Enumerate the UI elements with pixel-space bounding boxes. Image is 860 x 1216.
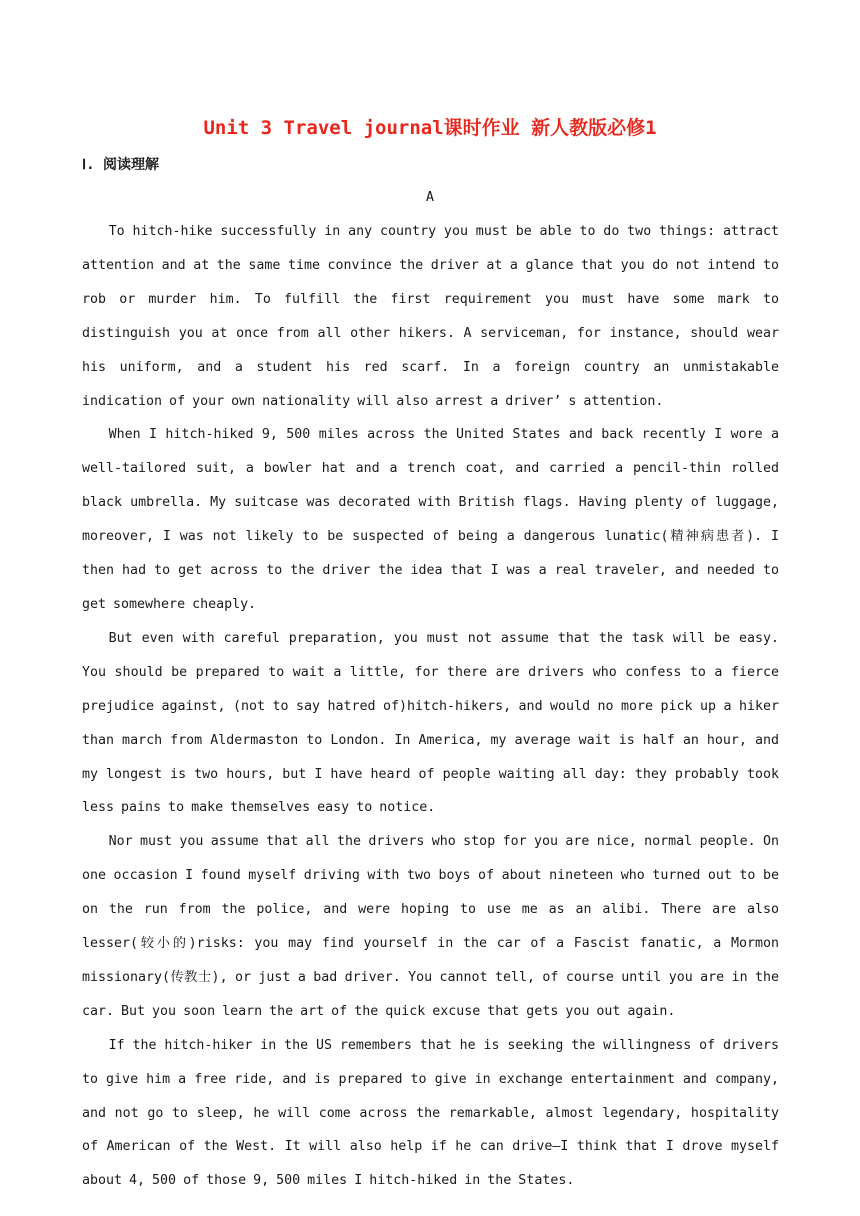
page-title: Unit 3 Travel journal课时作业 新人教版必修1 (203, 117, 657, 139)
passage-label: A (425, 189, 435, 205)
section-heading: Ⅰ. 阅读理解 (82, 157, 159, 173)
paragraph: But even with careful preparation, you must not assume that the task will be easy. You should be prepared to wait a little, for there are drivers who confess to a fierce prejudice against, (not to say hatred of)hitch-hikers, and would no more pick up a hiker than march from Aldermaston to London. In America, my average wait is half an hour, and my longest is two hours, but I have heard of people waiting all day: they probably took less pains to make themselves easy to notice. (82, 630, 779, 816)
paragraph: To hitch-hike successfully in any country you must be able to do two things: attract attention and at the same time convince the driver at a glance that you do not intend to rob or murder him. To fulfill the first requirement you must have some mark to distinguish you at once from all other hikers. A serviceman, for instance, should wear his uniform, and a student his red scarf. In a foreign country an unmistakable indication of your own nationality will also arrest a driver’ s attention. (82, 224, 779, 409)
paragraph: Nor must you assume that all the drivers who stop for you are nice, normal people. On one occasion I found myself driving with two boys of about nineteen who turned out to be on the run from the police, and were hoping to use me as an alibi. There are also lesser(较小的)risks: you may find yourself in the car of a Fascist fanatic, a Mormon missionary(传教士), or just a bad driver. You cannot tell, of course until you are in the car. But you soon learn the art of the quick excuse that gets you out again. (82, 834, 779, 1019)
paragraph: When I hitch-hiked 9, 500 miles across the United States and back recently I wore a well-tailored suit, a bowler hat and a trench coat, and carried a pencil-thin rolled black umbrella. My suitcase was decorated with British flags. Having plenty of luggage, moreover, I was not likely to be suspected of being a dangerous lunatic(精神病患者). I then had to get across to the driver the idea that I was a real traveler, and needed to get somewhere cheaply. (82, 427, 779, 612)
paragraph: If the hitch-hiker in the US remembers that he is seeking the willingness of drivers to give him a free ride, and is prepared to give in exchange entertainment and company, and not go to sleep, he will come across the remarkable, almost legendary, hospitality of American of the West. It will also help if he can drive—I think that I drove myself about 4, 500 of those 9, 500 miles I hitch-hiked in the States. (82, 1037, 779, 1189)
passage-body (82, 215, 779, 1198)
